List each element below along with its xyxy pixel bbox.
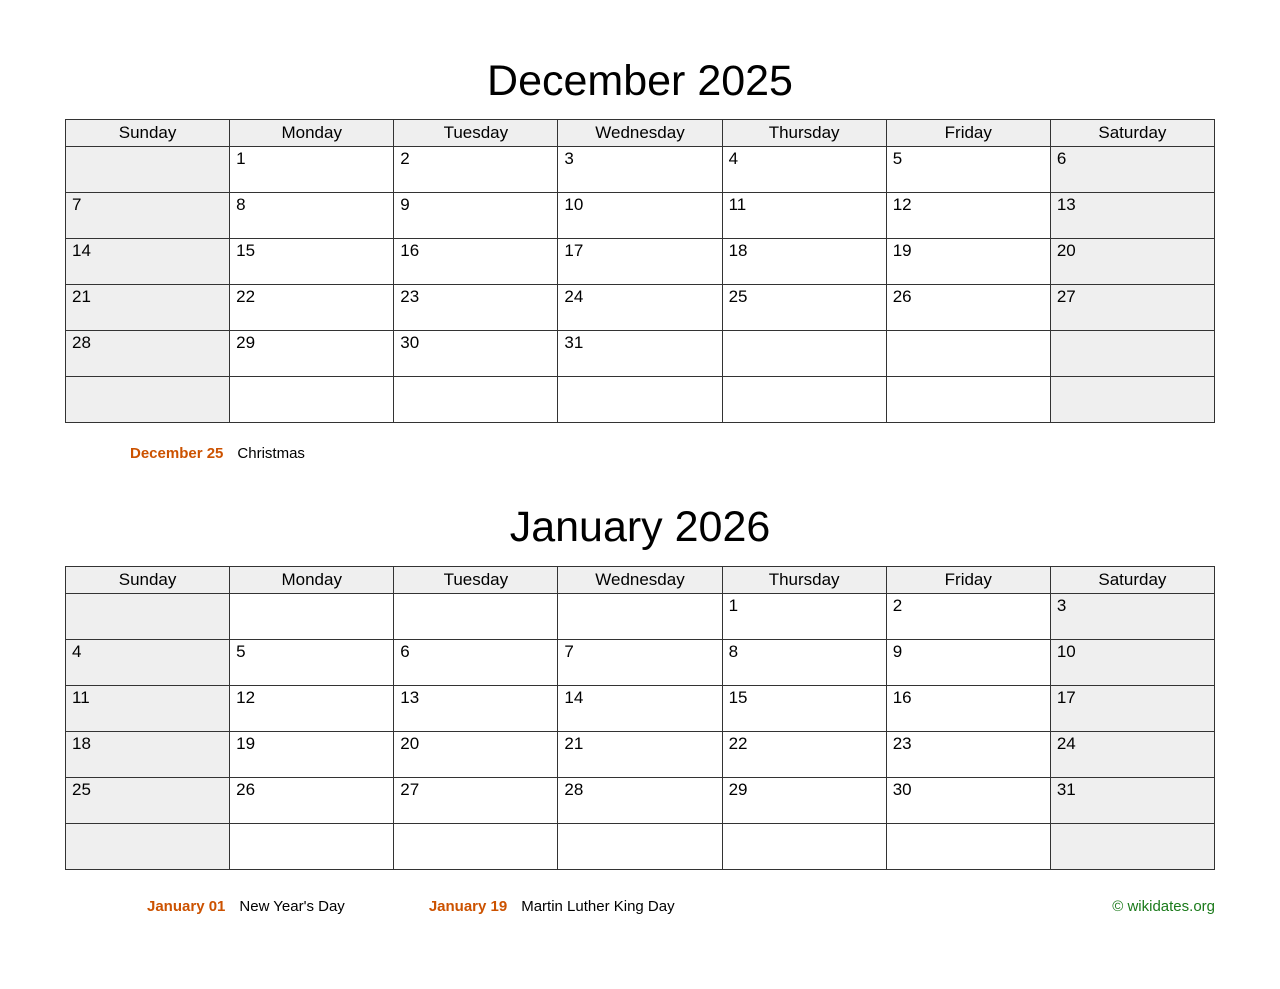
day-cell: 31 — [1050, 777, 1214, 823]
holiday-date: January 19 — [428, 897, 508, 915]
day-cell: 16 — [886, 685, 1050, 731]
day-cell: 15 — [230, 239, 394, 285]
day-cell — [886, 823, 1050, 869]
day-cell: 24 — [558, 285, 722, 331]
day-cell: 22 — [230, 285, 394, 331]
day-cell: 6 — [1050, 147, 1214, 193]
weekday-header-wednesday: Wednesday — [558, 566, 722, 593]
day-cell — [722, 823, 886, 869]
day-cell: 29 — [230, 331, 394, 377]
day-cell: 12 — [230, 685, 394, 731]
day-cell: 3 — [1050, 593, 1214, 639]
day-cell: 4 — [66, 639, 230, 685]
day-cell: 25 — [66, 777, 230, 823]
calendar-table-january — [65, 566, 1215, 870]
day-cell: 23 — [394, 285, 558, 331]
day-cell — [722, 331, 886, 377]
day-cell: 31 — [558, 331, 722, 377]
day-cell: 18 — [722, 239, 886, 285]
day-cell: 2 — [886, 593, 1050, 639]
day-cell: 13 — [394, 685, 558, 731]
weekday-header-wednesday: Wednesday — [558, 120, 722, 147]
day-cell: 7 — [66, 193, 230, 239]
holiday-date: January 01 — [147, 897, 226, 915]
day-cell: 18 — [66, 731, 230, 777]
calendar-week-row — [66, 593, 1215, 639]
holiday-item — [130, 445, 305, 462]
day-cell: 3 — [558, 147, 722, 193]
day-cell: 27 — [1050, 285, 1214, 331]
day-cell: 6 — [394, 639, 558, 685]
calendar-week-row — [66, 285, 1215, 331]
day-cell: 14 — [558, 685, 722, 731]
weekday-header-friday: Friday — [886, 566, 1050, 593]
day-cell — [66, 147, 230, 193]
calendar-week-row — [66, 731, 1215, 777]
day-cell — [558, 823, 722, 869]
day-cell: 1 — [230, 147, 394, 193]
day-cell: 17 — [558, 239, 722, 285]
day-cell: 23 — [886, 731, 1050, 777]
day-cell: 17 — [1050, 685, 1214, 731]
weekday-header-saturday: Saturday — [1050, 566, 1214, 593]
weekday-header-tuesday: Tuesday — [394, 120, 558, 147]
day-cell — [394, 593, 558, 639]
day-cell: 16 — [394, 239, 558, 285]
day-cell: 9 — [394, 193, 558, 239]
day-cell: 5 — [886, 147, 1050, 193]
day-cell — [66, 377, 230, 423]
holiday-item — [429, 898, 675, 915]
weekday-header-sunday: Sunday — [66, 566, 230, 593]
holiday-date: December 25 — [130, 445, 224, 463]
calendar-week-row — [66, 377, 1215, 423]
calendar-week-row — [66, 777, 1215, 823]
day-cell: 10 — [1050, 639, 1214, 685]
day-cell: 11 — [722, 193, 886, 239]
calendar-week-row — [66, 823, 1215, 869]
page-title-december: December 2025 — [487, 57, 793, 105]
day-cell — [558, 593, 722, 639]
day-cell: 5 — [230, 639, 394, 685]
day-cell: 30 — [886, 777, 1050, 823]
weekday-header-saturday: Saturday — [1050, 120, 1214, 147]
weekday-header-row — [66, 566, 1215, 593]
day-cell — [1050, 331, 1214, 377]
day-cell: 25 — [722, 285, 886, 331]
weekday-header-row — [66, 120, 1215, 147]
day-cell — [230, 823, 394, 869]
holiday-name: Christmas — [237, 445, 305, 463]
day-cell: 29 — [722, 777, 886, 823]
holiday-name: New Year's Day — [239, 897, 345, 915]
weekday-header-sunday: Sunday — [66, 120, 230, 147]
day-cell: 19 — [886, 239, 1050, 285]
holiday-list-december — [65, 423, 1215, 462]
day-cell: 21 — [66, 285, 230, 331]
day-cell: 26 — [886, 285, 1050, 331]
day-cell — [722, 377, 886, 423]
weekday-header-monday: Monday — [230, 120, 394, 147]
calendar-week-row — [66, 639, 1215, 685]
day-cell: 10 — [558, 193, 722, 239]
calendar-week-row — [66, 331, 1215, 377]
day-cell: 20 — [394, 731, 558, 777]
day-cell — [394, 823, 558, 869]
day-cell: 4 — [722, 147, 886, 193]
site-credit[interactable]: © wikidates.org — [1112, 897, 1215, 915]
day-cell — [1050, 823, 1214, 869]
day-cell: 21 — [558, 731, 722, 777]
weekday-header-tuesday: Tuesday — [394, 566, 558, 593]
calendar-week-row — [66, 239, 1215, 285]
day-cell: 8 — [722, 639, 886, 685]
day-cell: 24 — [1050, 731, 1214, 777]
day-cell: 13 — [1050, 193, 1214, 239]
day-cell — [66, 823, 230, 869]
day-cell: 30 — [394, 331, 558, 377]
day-cell: 22 — [722, 731, 886, 777]
day-cell — [66, 593, 230, 639]
day-cell: 2 — [394, 147, 558, 193]
month-block-january — [65, 462, 1215, 914]
day-cell — [230, 593, 394, 639]
holiday-item — [147, 898, 345, 915]
day-cell — [230, 377, 394, 423]
day-cell — [558, 377, 722, 423]
day-cell — [1050, 377, 1214, 423]
day-cell: 11 — [66, 685, 230, 731]
day-cell: 20 — [1050, 239, 1214, 285]
day-cell: 8 — [230, 193, 394, 239]
calendar-week-row — [66, 193, 1215, 239]
month-block-december — [65, 0, 1215, 462]
day-cell: 1 — [722, 593, 886, 639]
calendar-week-row — [66, 147, 1215, 193]
day-cell — [886, 377, 1050, 423]
day-cell: 14 — [66, 239, 230, 285]
day-cell: 12 — [886, 193, 1050, 239]
calendar-week-row — [66, 685, 1215, 731]
day-cell: 15 — [722, 685, 886, 731]
day-cell: 28 — [66, 331, 230, 377]
day-cell: 27 — [394, 777, 558, 823]
weekday-header-monday: Monday — [230, 566, 394, 593]
holiday-name: Martin Luther King Day — [521, 897, 675, 915]
weekday-header-thursday: Thursday — [722, 566, 886, 593]
day-cell: 19 — [230, 731, 394, 777]
day-cell: 7 — [558, 639, 722, 685]
day-cell: 26 — [230, 777, 394, 823]
page-title-january: January 2026 — [509, 503, 771, 552]
calendar-table-december — [65, 119, 1215, 423]
day-cell: 9 — [886, 639, 1050, 685]
holiday-list-january — [65, 870, 1215, 915]
weekday-header-thursday: Thursday — [722, 120, 886, 147]
day-cell — [394, 377, 558, 423]
day-cell: 28 — [558, 777, 722, 823]
day-cell — [886, 331, 1050, 377]
weekday-header-friday: Friday — [886, 120, 1050, 147]
